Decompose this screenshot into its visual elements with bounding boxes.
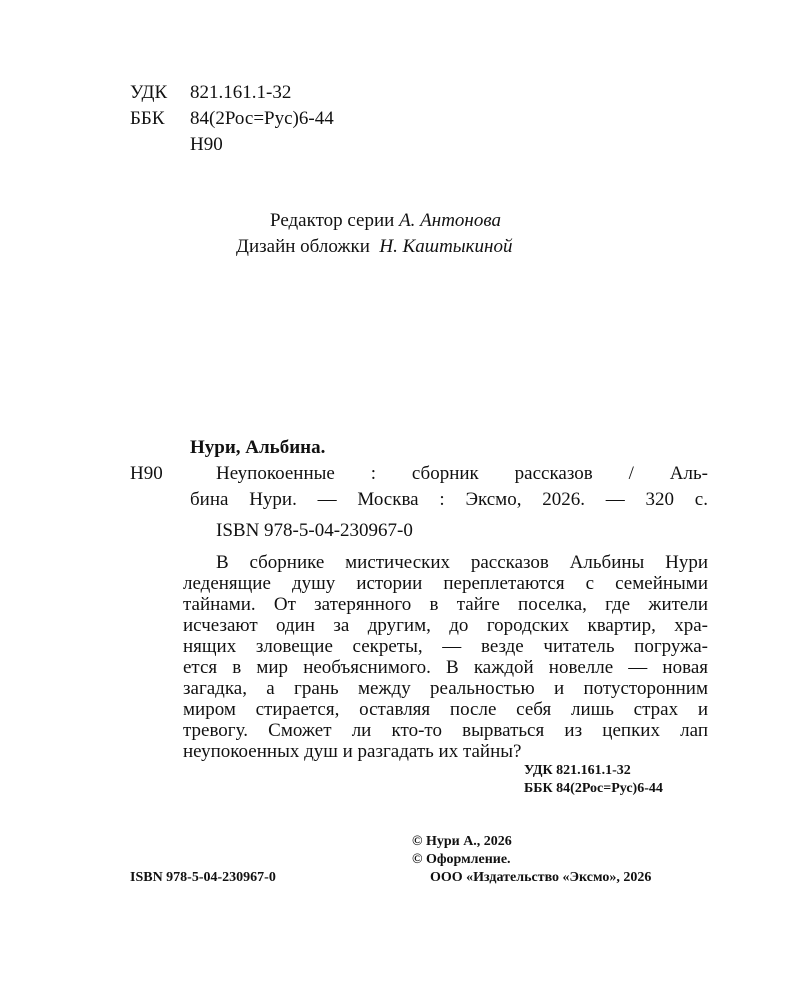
bbk-line [130, 108, 334, 129]
publisher: ООО «Издательство «Эксмо», 2026 [430, 870, 652, 885]
series-editor-name: А. Антонова [399, 210, 501, 231]
footer-isbn: ISBN 978-5-04-230967-0 [130, 870, 276, 885]
udk-label: УДК [130, 82, 168, 103]
annotation-line: нящих зловещие секреты, — везде читатель погружа- [183, 636, 708, 657]
record-bbk: ББК 84(2Рос=Рус)6-44 [524, 781, 663, 796]
annotation-line: В сборнике мистических рассказов Альбины Нури [216, 552, 708, 573]
annotation-line: тревогу. Сможет ли кто-то вырваться из цепких лап [183, 720, 708, 741]
annotation-line: неупокоенных душ и разгадать их тайны? [183, 741, 522, 762]
cover-design-role: Дизайн обложки [236, 236, 370, 257]
annotation-line: леденящие душу истории переплетаются с семейными [183, 573, 708, 594]
series-editor-role: Редактор серии [270, 210, 395, 231]
annotation-line: ется в мир необъяснимого. В каждой новелле — новая [183, 657, 708, 678]
record-mark: Н90 [130, 463, 163, 484]
record-isbn: ISBN 978-5-04-230967-0 [216, 520, 413, 541]
copyright-design: © Оформление. [412, 852, 511, 867]
record-heading: Нури, Альбина. [190, 437, 326, 458]
annotation-line: миром стирается, оставляя после себя лишь страх и [183, 699, 708, 720]
copyright-author: © Нури А., 2026 [412, 834, 512, 849]
cover-design-name: Н. Каштыкиной [379, 236, 513, 257]
annotation-line: исчезают один за другим, до городских квартир, хра- [183, 615, 708, 636]
record-udk: УДК 821.161.1-32 [524, 763, 631, 778]
annotation-line: тайнами. От затерянного в тайге поселка, где жители [183, 594, 708, 615]
author-mark: Н90 [190, 134, 223, 155]
annotation-line: загадка, а грань между реальностью и потусторонним [183, 678, 708, 699]
bbk-value: 84(2Рос=Рус)6-44 [190, 108, 334, 129]
cover-design-line [236, 236, 512, 257]
record-title-line-2: бина Нури. — Москва : Эксмо, 2026. — 320 с. [190, 489, 708, 510]
bbk-label: ББК [130, 108, 165, 129]
series-editor-line [270, 210, 501, 231]
udk-value: 821.161.1-32 [190, 82, 292, 103]
record-title-line-1: Неупокоенные : сборник рассказов / Аль- [216, 463, 708, 484]
udk-line [130, 82, 291, 103]
